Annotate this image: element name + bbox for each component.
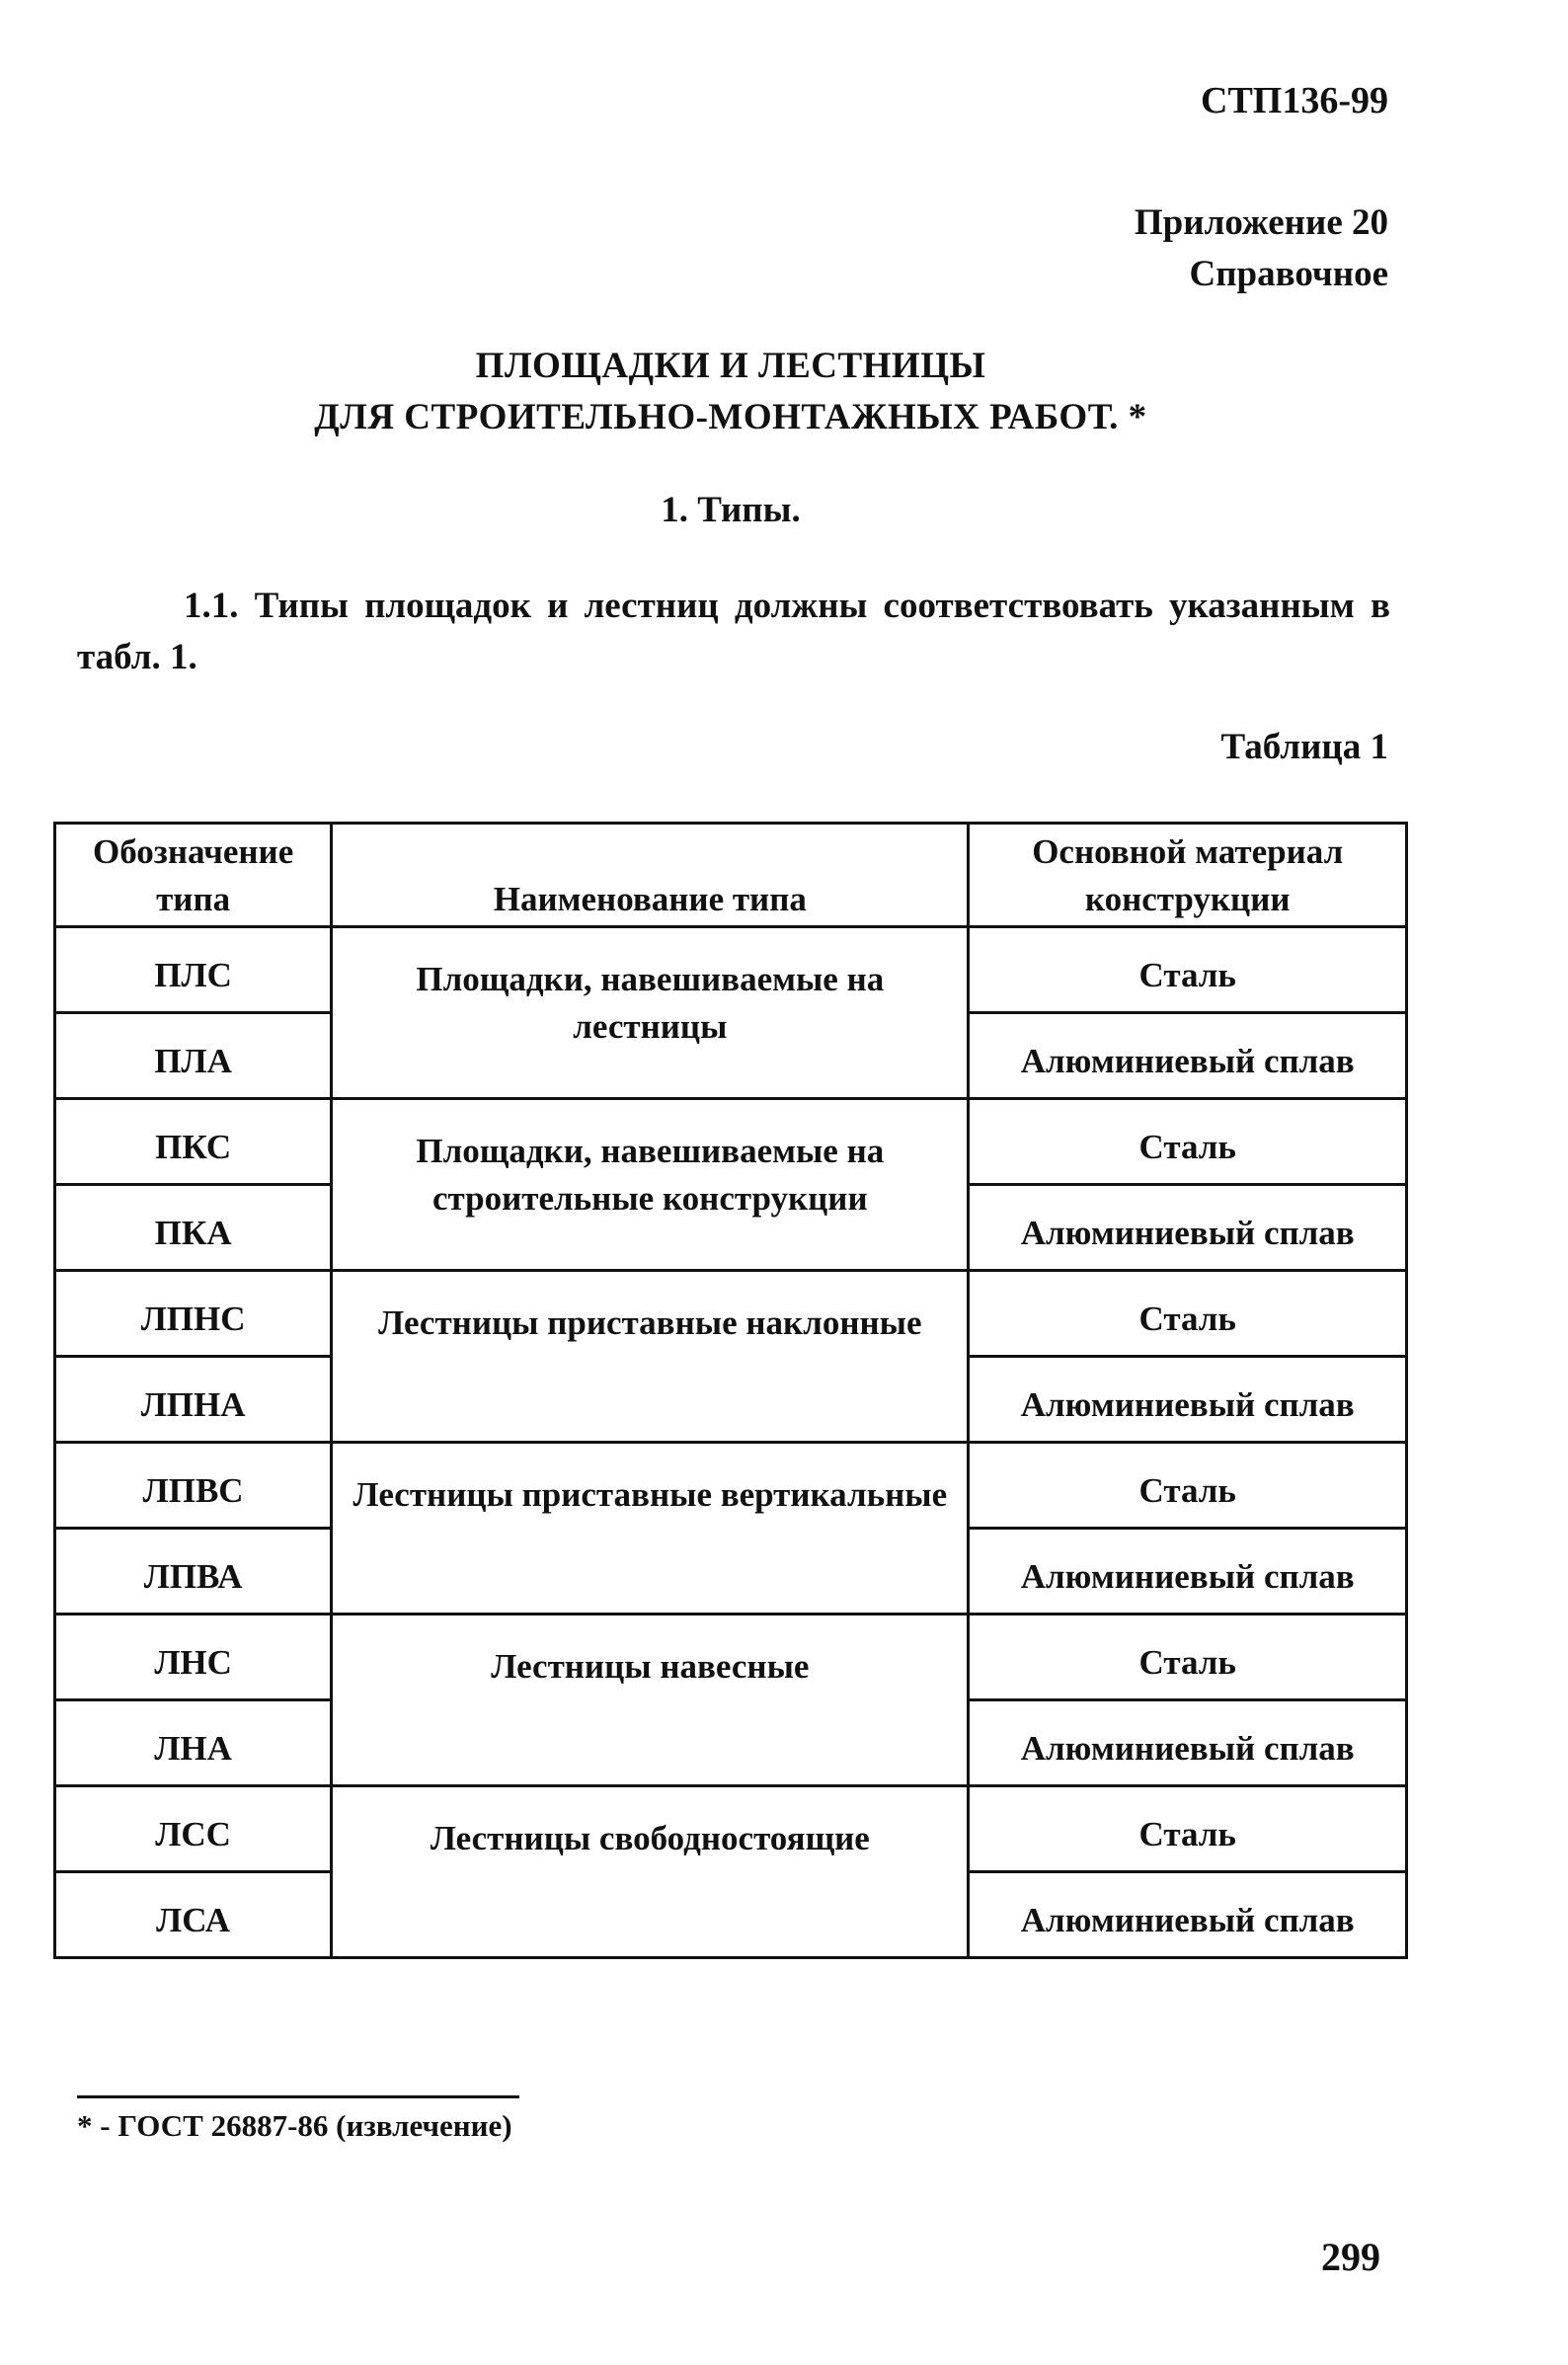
paragraph-1-1: 1.1. Типы площадок и лестниц должны соответствовать указанным в табл. 1. xyxy=(77,586,1390,677)
type-code-cell: ЛПВС xyxy=(55,1443,332,1529)
material-cell: Сталь xyxy=(969,1615,1407,1700)
table-caption: Таблица 1 xyxy=(1220,727,1388,767)
type-name-cell: Площадки, навешиваемые на лестницы xyxy=(332,927,969,1099)
appendix-kind: Справочное xyxy=(1189,254,1388,294)
table-body xyxy=(55,927,1407,1958)
title-line-2: ДЛЯ СТРОИТЕЛЬНО-МОНТАЖНЫХ РАБОТ. * xyxy=(314,397,1147,437)
appendix-block xyxy=(1135,197,1388,300)
table-row xyxy=(55,1786,1407,1872)
document-title xyxy=(0,341,1461,443)
appendix-number: Приложение 20 xyxy=(1134,202,1388,243)
section-heading: 1. Типы. xyxy=(661,490,801,530)
type-name-cell: Лестницы приставные вертикальные xyxy=(332,1443,969,1615)
material-cell: Алюминиевый сплав xyxy=(969,1013,1407,1099)
type-code-cell: ПКА xyxy=(55,1185,332,1271)
material-cell: Сталь xyxy=(969,1099,1407,1185)
footnote: * - ГОСТ 26887-86 (извлечение) xyxy=(77,2108,512,2143)
type-name-cell: Лестницы приставные наклонные xyxy=(332,1271,969,1443)
header-designation: Обозначение типа xyxy=(55,824,332,927)
type-code-cell: ЛПНС xyxy=(55,1271,332,1357)
table-row xyxy=(55,1099,1407,1185)
type-code-cell: ЛНА xyxy=(55,1700,332,1786)
material-cell: Алюминиевый сплав xyxy=(969,1185,1407,1271)
type-code-cell: ПЛА xyxy=(55,1013,332,1099)
material-cell: Алюминиевый сплав xyxy=(969,1872,1407,1958)
type-name-cell: Площадки, навешиваемые на строительные конструкции xyxy=(332,1099,969,1271)
header-material: Основной материал конструкции xyxy=(969,824,1407,927)
table-row xyxy=(55,1615,1407,1700)
type-code-cell: ЛНС xyxy=(55,1615,332,1700)
footnote-divider xyxy=(77,2095,519,2098)
material-cell: Сталь xyxy=(969,1271,1407,1357)
type-code-cell: ЛСС xyxy=(55,1786,332,1872)
document-code: СТП136-99 xyxy=(1201,80,1388,121)
page-number: 299 xyxy=(1321,2235,1380,2279)
material-cell: Сталь xyxy=(969,1786,1407,1872)
table-row xyxy=(55,1271,1407,1357)
title-line-1: ПЛОЩАДКИ И ЛЕСТНИЦЫ xyxy=(475,346,986,386)
type-code-cell: ПЛС xyxy=(55,927,332,1013)
type-code-cell: ЛСА xyxy=(55,1872,332,1958)
material-cell: Сталь xyxy=(969,927,1407,1013)
type-code-cell: ЛПВА xyxy=(55,1529,332,1615)
header-name: Наименование типа xyxy=(332,824,969,927)
material-cell: Алюминиевый сплав xyxy=(969,1700,1407,1786)
material-cell: Алюминиевый сплав xyxy=(969,1357,1407,1443)
table-header-row xyxy=(55,824,1407,927)
material-cell: Сталь xyxy=(969,1443,1407,1529)
type-code-cell: ЛПНА xyxy=(55,1357,332,1443)
type-name-cell: Лестницы свободностоящие xyxy=(332,1786,969,1958)
material-cell: Алюминиевый сплав xyxy=(969,1529,1407,1615)
type-name-cell: Лестницы навесные xyxy=(332,1615,969,1786)
types-table xyxy=(53,822,1408,1959)
table-row xyxy=(55,1443,1407,1529)
type-code-cell: ПКС xyxy=(55,1099,332,1185)
table-row xyxy=(55,927,1407,1013)
